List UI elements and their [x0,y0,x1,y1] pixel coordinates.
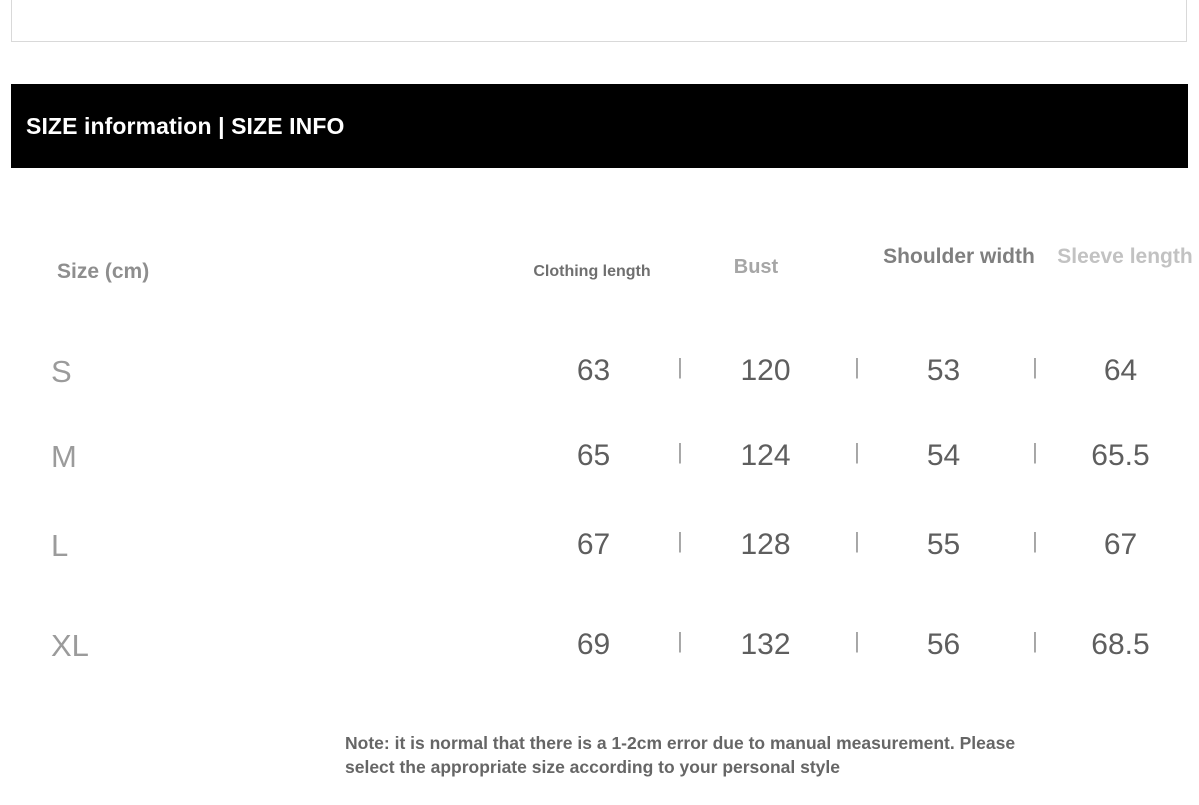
cell-separator: | [677,354,683,379]
cell-sleeve-length: 68.5 [1091,628,1150,661]
cell-clothing-length: 65 [576,439,611,472]
cell-bust: 120 [740,354,791,387]
column-header-size: Size (cm) [57,260,150,283]
cell-shoulder-width: 53 [926,354,961,387]
size-info-header [11,84,1188,168]
cell-separator: | [1032,354,1038,379]
cell-separator: | [1032,439,1038,464]
column-header-shoulder-width: Shoulder width [883,245,1035,268]
table-row [11,439,1188,485]
column-header-clothing-length: Clothing length [533,263,651,280]
cell-separator: | [1032,628,1038,653]
cell-sleeve-length: 67 [1103,528,1138,561]
cell-separator: | [854,439,860,464]
cell-size: S [51,354,72,389]
cell-shoulder-width: 54 [926,439,961,472]
page-title: SIZE information | SIZE INFO [26,112,345,139]
cell-separator: | [854,354,860,379]
measurement-note: Note: it is normal that there is a 1-2cm error due to manual measurement. Please select the appropriate size according to your personal style [345,733,1016,778]
table-row [11,528,1188,574]
cell-clothing-length: 63 [576,354,611,387]
cell-separator: | [677,628,683,653]
column-header-bust: Bust [733,256,779,278]
cell-bust: 128 [740,528,791,561]
cell-shoulder-width: 55 [926,528,961,561]
top-partial-panel [11,0,1187,42]
cell-sleeve-length: 65.5 [1091,439,1150,472]
cell-size: L [51,528,69,563]
cell-size: XL [51,628,89,663]
cell-separator: | [854,628,860,653]
cell-bust: 124 [740,439,791,472]
cell-bust: 132 [740,628,791,661]
cell-size: M [51,439,77,474]
size-table [11,168,1193,805]
cell-clothing-length: 69 [576,628,611,661]
column-header-sleeve-length: Sleeve length [1057,245,1193,268]
table-row [11,354,1188,400]
cell-separator: | [1032,528,1038,553]
cell-separator: | [677,439,683,464]
cell-clothing-length: 67 [576,528,611,561]
cell-shoulder-width: 56 [926,628,961,661]
cell-separator: | [677,528,683,553]
table-row [11,628,1188,674]
cell-separator: | [854,528,860,553]
cell-sleeve-length: 64 [1103,354,1138,387]
